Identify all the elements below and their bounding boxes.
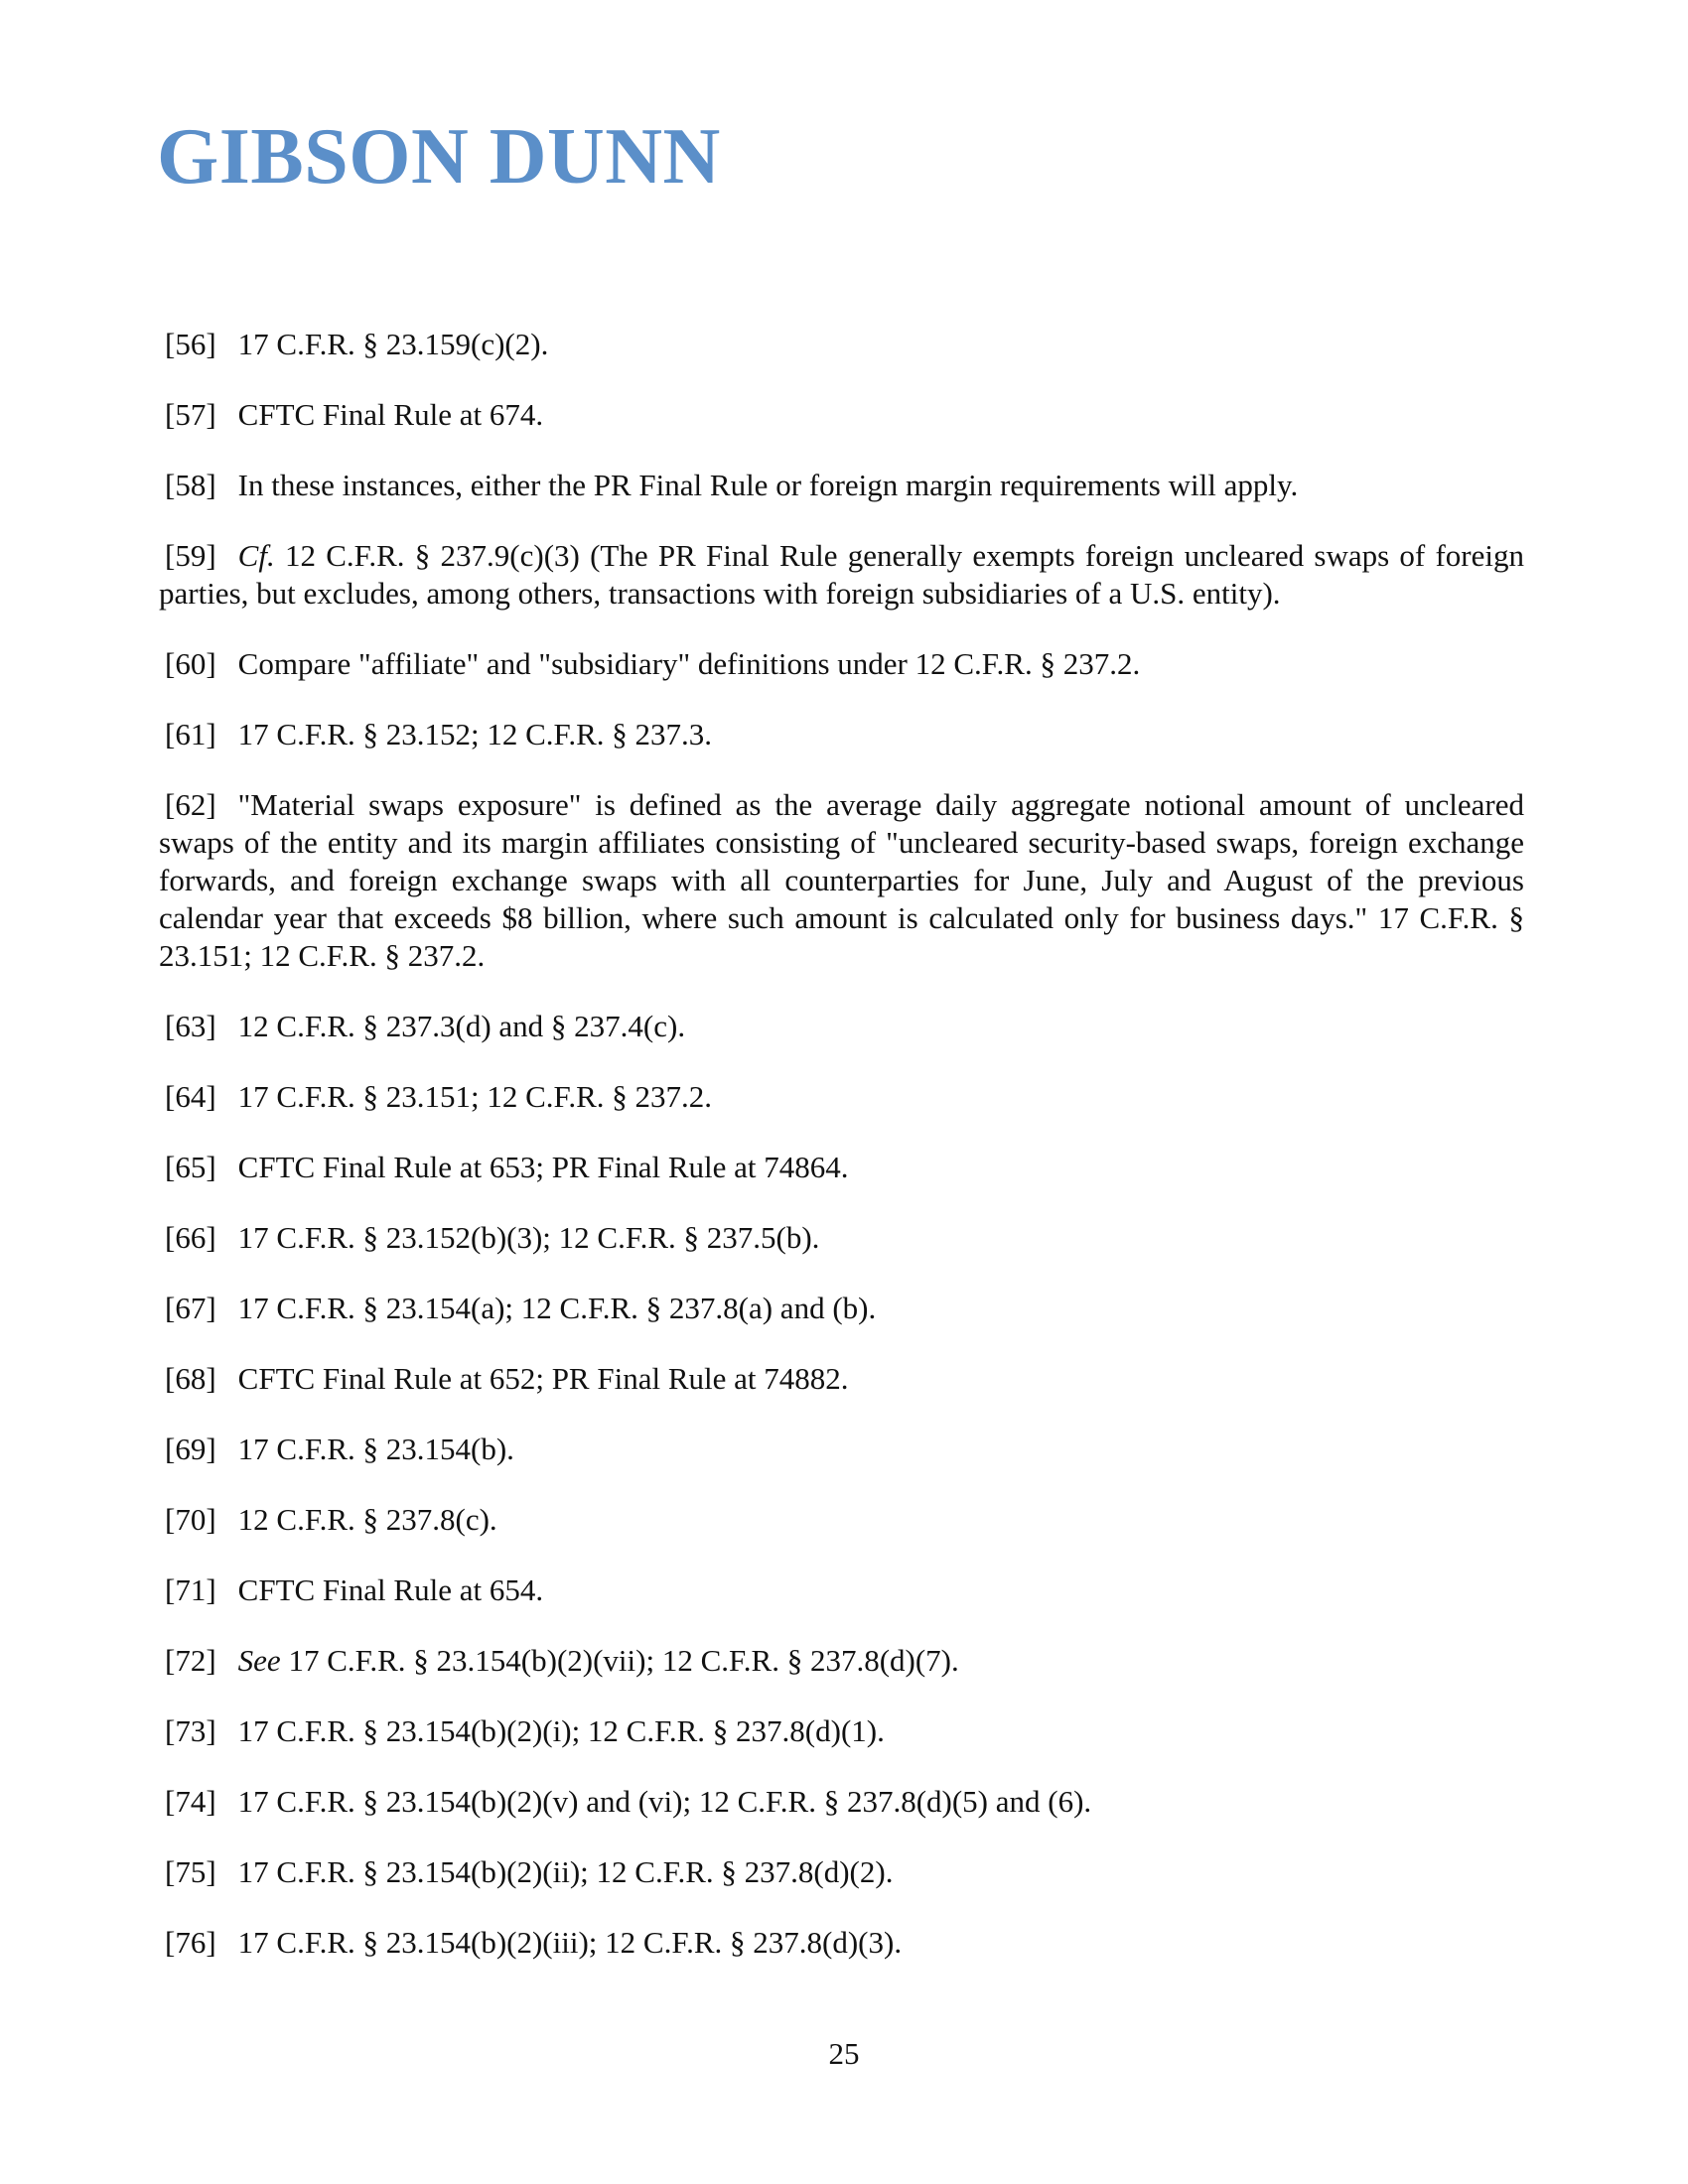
footnote-number: [63] <box>165 1009 216 1043</box>
footnote-number: [62] <box>165 787 216 822</box>
footnote-text: 17 C.F.R. § 23.154(b)(2)(ii); 12 C.F.R. § 237.8(d)(2). <box>237 1854 894 1889</box>
footnote-76 <box>159 1924 1524 1962</box>
footnote-64 <box>159 1078 1524 1116</box>
footnote-number: [66] <box>165 1220 216 1255</box>
footnote-text: 17 C.F.R. § 23.154(b)(2)(vii); 12 C.F.R. § 237.8(d)(7). <box>280 1643 959 1678</box>
footnote-68 <box>159 1360 1524 1398</box>
footnote-text: 17 C.F.R. § 23.154(b). <box>237 1432 514 1466</box>
footnote-text: CFTC Final Rule at 652; PR Final Rule at 74882. <box>237 1361 849 1396</box>
footnote-signal: See <box>237 1643 281 1678</box>
footnote-text: In these instances, either the PR Final Rule or foreign margin requirements will apply. <box>237 468 1299 502</box>
footnote-60 <box>159 645 1524 683</box>
footnote-number: [68] <box>165 1361 216 1396</box>
gibson-dunn-logo: GIBSON DUNN <box>157 113 721 201</box>
footnote-number: [56] <box>165 327 216 361</box>
footnote-72 <box>159 1642 1524 1680</box>
footnote-number: [72] <box>165 1643 216 1678</box>
footnote-number: [70] <box>165 1502 216 1537</box>
footnote-number: [60] <box>165 646 216 681</box>
footnote-text: 12 C.F.R. § 237.8(c). <box>237 1502 497 1537</box>
footnote-59 <box>159 537 1524 613</box>
footnote-74 <box>159 1783 1524 1821</box>
footnote-67 <box>159 1290 1524 1327</box>
footnote-71 <box>159 1571 1524 1609</box>
footnote-text: 17 C.F.R. § 23.154(b)(2)(v) and (vi); 12 C.F.R. § 237.8(d)(5) and (6). <box>237 1784 1092 1819</box>
footnote-65 <box>159 1149 1524 1186</box>
footnote-number: [71] <box>165 1572 216 1607</box>
footnote-66 <box>159 1219 1524 1257</box>
footnote-text: 17 C.F.R. § 23.154(b)(2)(iii); 12 C.F.R. § 237.8(d)(3). <box>237 1925 903 1960</box>
footnote-number: [76] <box>165 1925 216 1960</box>
footnote-number: [59] <box>165 538 216 573</box>
footnote-number: [57] <box>165 397 216 432</box>
footnote-text: 17 C.F.R. § 23.154(a); 12 C.F.R. § 237.8(a) and (b). <box>237 1291 877 1325</box>
footnote-number: [61] <box>165 717 216 751</box>
page-number: 25 <box>828 2036 860 2071</box>
footnote-number: [65] <box>165 1150 216 1184</box>
footnote-70 <box>159 1501 1524 1539</box>
footnote-75 <box>159 1853 1524 1891</box>
footnote-number: [67] <box>165 1291 216 1325</box>
footnote-number: [75] <box>165 1854 216 1889</box>
footnote-text: Compare "affiliate" and "subsidiary" definitions under 12 C.F.R. § 237.2. <box>237 646 1141 681</box>
footnote-text: 17 C.F.R. § 23.154(b)(2)(i); 12 C.F.R. § 237.8(d)(1). <box>237 1713 885 1748</box>
footnote-text: CFTC Final Rule at 654. <box>237 1572 544 1607</box>
footnote-69 <box>159 1431 1524 1468</box>
footnote-58 <box>159 467 1524 504</box>
footnote-text: 12 C.F.R. § 237.3(d) and § 237.4(c). <box>237 1009 686 1043</box>
footnote-text: 17 C.F.R. § 23.152; 12 C.F.R. § 237.3. <box>237 717 712 751</box>
footnote-number: [64] <box>165 1079 216 1114</box>
footnote-signal: Cf. <box>237 538 275 573</box>
footnote-text: 17 C.F.R. § 23.159(c)(2). <box>237 327 549 361</box>
footnote-63 <box>159 1008 1524 1045</box>
footnote-61 <box>159 716 1524 753</box>
footnote-number: [74] <box>165 1784 216 1819</box>
footnotes-list <box>159 326 1524 1994</box>
footnote-text: "Material swaps exposure" is defined as the average daily aggregate notional amount of uncleared swaps of the entity and its margin affiliates consisting of "uncleared security-based swaps, foreign exchange forwards, and foreign exchange swaps with all counterparties for June, July and August of the previous calendar year that exceeds $8 billion, where such amount is calculated only for business days." 17 C.F.R. § 23.151; 12 C.F.R. § 237.2. <box>159 787 1524 973</box>
footnote-text: 12 C.F.R. § 237.9(c)(3) (The PR Final Rule generally exempts foreign uncleared swaps of foreign parties, but excludes, among others, transactions with foreign subsidiaries of a U.S. entity). <box>159 538 1524 611</box>
footnote-number: [73] <box>165 1713 216 1748</box>
footnote-73 <box>159 1712 1524 1750</box>
footnote-text: CFTC Final Rule at 653; PR Final Rule at 74864. <box>237 1150 849 1184</box>
footnote-number: [69] <box>165 1432 216 1466</box>
footnote-text: 17 C.F.R. § 23.151; 12 C.F.R. § 237.2. <box>237 1079 712 1114</box>
footnote-62 <box>159 786 1524 975</box>
footnote-57 <box>159 396 1524 434</box>
footnote-text: 17 C.F.R. § 23.152(b)(3); 12 C.F.R. § 237.5(b). <box>237 1220 820 1255</box>
footnote-text: CFTC Final Rule at 674. <box>237 397 544 432</box>
footnote-56 <box>159 326 1524 363</box>
footnote-number: [58] <box>165 468 216 502</box>
